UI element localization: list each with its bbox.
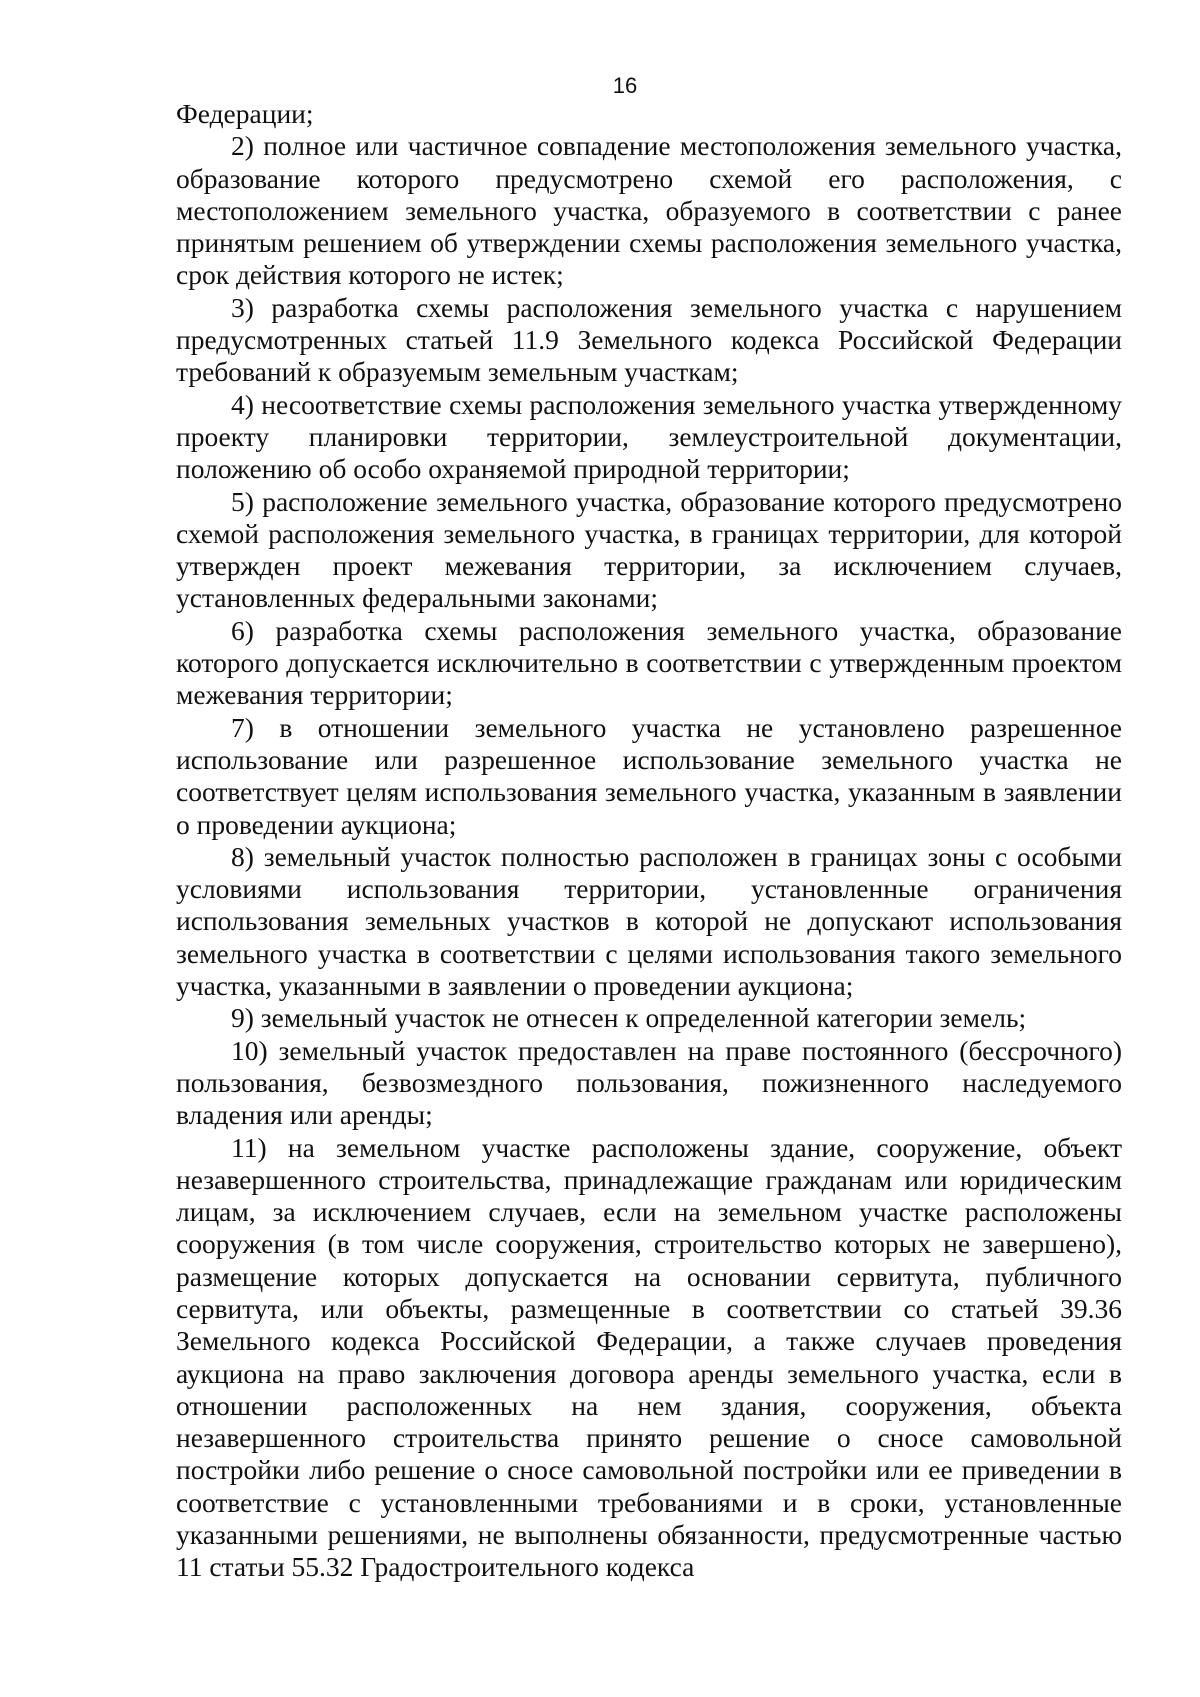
list-item-5: 5) расположение земельного участка, образование которого предусмотрено схемой расположения земельного участка, в границах территории, для которой утвержден проект межевания территории, за исключением случаев, установленных федеральными законами; [176, 485, 1122, 614]
document-body [176, 98, 1122, 1584]
list-item-10: 10) земельный участок предоставлен на праве постоянного (бессрочного) пользования, безвозмездного пользования, пожизненного наследуемого владения или аренды; [176, 1034, 1122, 1131]
list-item-7: 7) в отношении земельного участка не установлено разрешенное использование или разрешенное использование земельного участка не соответствует целям использования земельного участка, указанным в заявлении о проведении аукциона; [176, 711, 1122, 840]
list-item-8: 8) земельный участок полностью расположен в границах зоны с особыми условиями использования территории, установленные ограничения использования земельных участков в которой не допускают использования земельного участка в соответствии с целями использования такого земельного участка, указанными в заявлении о проведении аукциона; [176, 840, 1122, 1002]
list-item-4: 4) несоответствие схемы расположения земельного участка утвержденному проекту планировки территории, землеустроительной документации, положению об особо охраняемой природной территории; [176, 388, 1122, 485]
continuation-line: Федерации; [176, 98, 314, 129]
list-item-9: 9) земельный участок не отнесен к определенной категории земель; [231, 1002, 1027, 1034]
page-number: 16 [612, 73, 638, 98]
list-item-11: 11) на земельном участке расположены здание, сооружение, объект незавершенного строительства, принадлежащие гражданам или юридическим лицам, за исключением случаев, если на земельном участке расположены сооружения (в том числе сооружения, строительство которых не завершено), размещение которых допускается на основании сервитута, публичного сервитута, или объекты, размещенные в соответствии со статьей 39.36 Земельного кодекса Российской Федерации, а также случаев проведения аукциона на право заключения договора аренды земельного участка, если в отношении расположенных на нем здания, сооружения, объекта незавершенного строительства принято решение о сносе самовольной постройки либо решение о сносе самовольной постройки или ее приведении в соответствие с установленными требованиями и в сроки, установленные указанными решениями, не выполнены обязанности, предусмотренные частью 11 статьи 55.32 Градостроительного кодекса [176, 1131, 1122, 1583]
list-item-2: 2) полное или частичное совпадение местоположения земельного участка, образование которого предусмотрено схемой его расположения, с местоположением земельного участка, образуемого в соответствии с ранее принятым решением об утверждении схемы расположения земельного участка, срок действия которого не истек; [176, 130, 1122, 291]
list-item-6: 6) разработка схемы расположения земельного участка, образование которого допускается исключительно в соответствии с утвержденным проектом межевания территории; [176, 614, 1122, 711]
list-item-3: 3) разработка схемы расположения земельного участка с нарушением предусмотренных статьей 11.9 Земельного кодекса Российской Федерации требований к образуемым земельным участкам; [176, 291, 1122, 388]
